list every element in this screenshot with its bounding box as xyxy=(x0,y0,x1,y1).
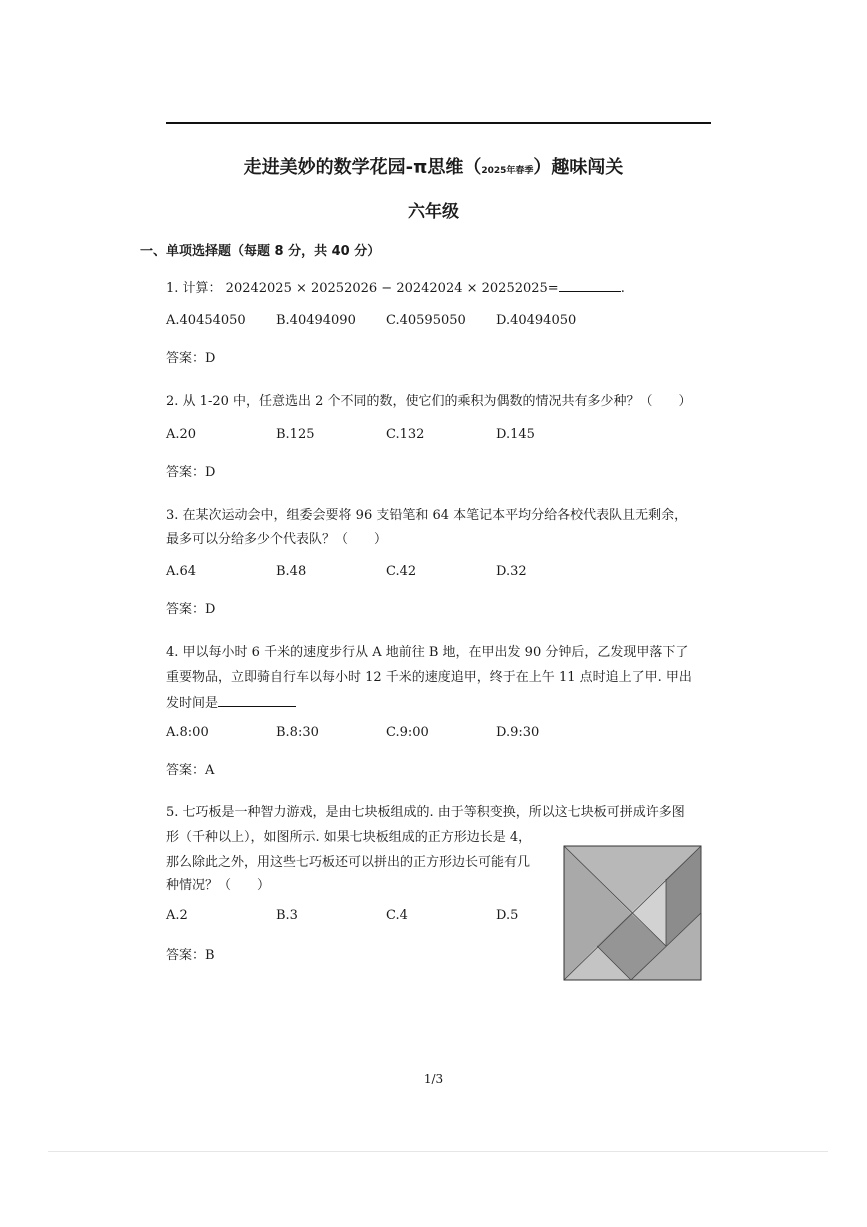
question-5-text-line2: 形（千种以上），如图所示. 如果七块板组成的正方形边长是 4， xyxy=(166,830,532,845)
q1-option-a: A.40454050 xyxy=(166,313,246,328)
question-5-text-line4: 种情况？（ ） xyxy=(166,878,271,893)
q4-option-d: D.9:30 xyxy=(496,725,540,740)
question-1-text: 1. 计算： 20242025 × 20252026 − 20242024 × 20252025= . xyxy=(166,281,625,296)
q1-option-b: B.40494090 xyxy=(276,313,356,328)
bottom-divider xyxy=(48,1151,828,1152)
q1-option-d: D.40494050 xyxy=(496,313,577,328)
q1-option-c: C.40595050 xyxy=(386,313,466,328)
q5-option-d: D.5 xyxy=(496,908,519,923)
question-5-text-line1: 5. 七巧板是一种智力游戏，是由七块板组成的. 由于等积变换，所以这七块板可拼成许多图 xyxy=(166,805,685,820)
q4-option-c: C.9:00 xyxy=(386,725,429,740)
title-season: 2025年春季 xyxy=(481,166,534,176)
answer-blank xyxy=(218,705,296,707)
q3-option-b: B.48 xyxy=(276,564,307,579)
question-3-text-line2: 最多可以分给多少个代表队？（ ） xyxy=(166,532,388,547)
grade-heading: 六年级 xyxy=(408,202,459,222)
q5-option-b: B.3 xyxy=(276,908,298,923)
q2-option-c: C.132 xyxy=(386,427,425,442)
answer-blank xyxy=(559,290,621,292)
question-5-text-line3: 那么除此之外，用这些七巧板还可以拼出的正方形边长可能有几 xyxy=(166,855,531,870)
q3-option-c: C.42 xyxy=(386,564,417,579)
q3-option-d: D.32 xyxy=(496,564,527,579)
q3-option-a: A.64 xyxy=(166,564,197,579)
tangram-figure xyxy=(556,838,709,988)
section-heading: 一、单项选择题（每题 8 分，共 40 分） xyxy=(140,244,381,259)
q4-option-a: A.8:00 xyxy=(166,725,209,740)
question-4-text-line1: 4. 甲以每小时 6 千米的速度步行从 A 地前往 B 地，在甲出发 90 分钟后，乙发现甲落下了 xyxy=(166,645,689,660)
q3-answer: 答案：D xyxy=(166,602,216,617)
q2-option-a: A.20 xyxy=(166,427,197,442)
question-4-text-line3: 发时间是 xyxy=(166,692,296,711)
q1-answer: 答案：D xyxy=(166,351,216,366)
q5-option-c: C.4 xyxy=(386,908,408,923)
q5-answer: 答案：B xyxy=(166,948,215,963)
q2-answer: 答案：D xyxy=(166,465,216,480)
question-2-text: 2. 从 1-20 中，任意选出 2 个不同的数，使它们的乘积为偶数的情况共有多少种？（ ） xyxy=(166,394,692,409)
q2-option-d: D.145 xyxy=(496,427,535,442)
q2-option-b: B.125 xyxy=(276,427,315,442)
question-4-text-line2: 重要物品，立即骑自行车以每小时 12 千米的速度追甲，终于在上午 11 点时追上了甲. 甲出 xyxy=(166,670,692,685)
top-rule xyxy=(166,122,711,124)
q4-option-b: B.8:30 xyxy=(276,725,319,740)
question-3-text-line1: 3. 在某次运动会中，组委会要将 96 支铅笔和 64 本笔记本平均分给各校代表队且无剩余， xyxy=(166,508,688,523)
page-title: 走进美妙的数学花园-π思维（2025年春季）趣味闯关 xyxy=(243,157,624,178)
q4-answer: 答案：A xyxy=(166,763,215,778)
page-number: 1/3 xyxy=(423,1072,444,1086)
q5-option-a: A.2 xyxy=(166,908,188,923)
